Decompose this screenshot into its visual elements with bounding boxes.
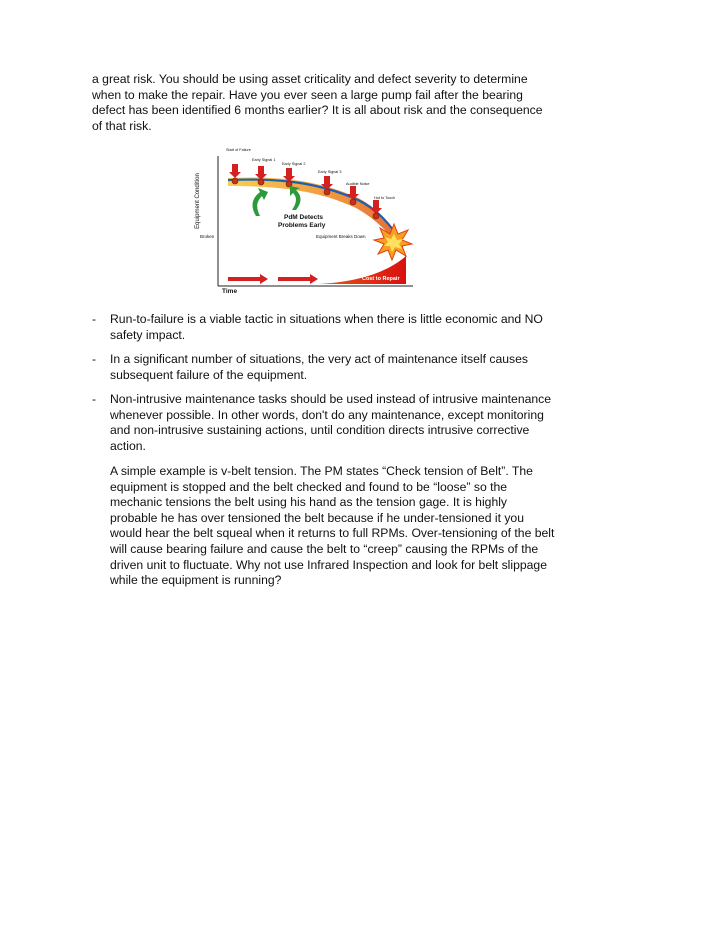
pf-curve-figure (194, 146, 418, 298)
center-label-line1: PdM Detects (284, 214, 324, 221)
signal-label-4: Audible Noise (346, 182, 370, 186)
signal-label-3: Early Signal 3 (318, 170, 342, 174)
bullet-dash: - (92, 392, 97, 406)
time-arrows (228, 274, 318, 284)
cost-label: Cost to Repair (362, 276, 400, 282)
center-label-line2: Problems Early (278, 222, 326, 229)
bullet-dash: - (92, 312, 97, 326)
y-axis-label: Equipment Condition (194, 173, 201, 229)
bullet-text: Run-to-failure is a viable tactic in situations when there is little economic and NO safety impact. (110, 312, 543, 342)
breaks-down-label: Equipment Breaks Down (316, 234, 366, 239)
signal-label-5: Hot to Touch (374, 196, 396, 200)
bullet-text: In a significant number of situations, the very act of maintenance itself causes subsequent failure of the equipment. (110, 352, 528, 382)
signal-label-1: Early Signal 1 (252, 158, 276, 162)
bullet-text: Non-intrusive maintenance tasks should be used instead of intrusive maintenance whenever possible. In other words, don't do any maintenance, except monitoring and non-intrusive sustaining actions, until condition directs intrusive corrective action. (110, 392, 552, 453)
intro-paragraph: a great risk. You should be using asset criticality and defect severity to determine when to make the repair. Have you ever seen a large pump fail after the bearing defect has been identified 6 months earlier? It is all about risk and the consequence of that risk. (92, 72, 543, 133)
example-paragraph: A simple example is v-belt tension. The PM states “Check tension of Belt”. The equipment is stopped and the belt checked and found to be “loose” so the mechanic tensions the belt using his hand as the tension gage. It is highly probable he has over tensioned the belt because if he under-tensioned it you would hear the belt squeal when it returns to full RPMs. Over-tensioning of the belt will cause bearing failure and cause the belt to “creep” causing the RPMs of the driven unit to fluctuate. Why not use Infrared Inspection and look for belt slippage while the equipment is running? (110, 464, 555, 588)
signal-label-2: Early Signal 2 (282, 162, 306, 166)
broken-label: Broken (200, 234, 215, 239)
green-arrows (253, 186, 301, 216)
bullet-dash: - (92, 352, 97, 366)
x-axis-label: Time (222, 288, 238, 295)
signal-label-0: Start of Failure (226, 148, 251, 152)
